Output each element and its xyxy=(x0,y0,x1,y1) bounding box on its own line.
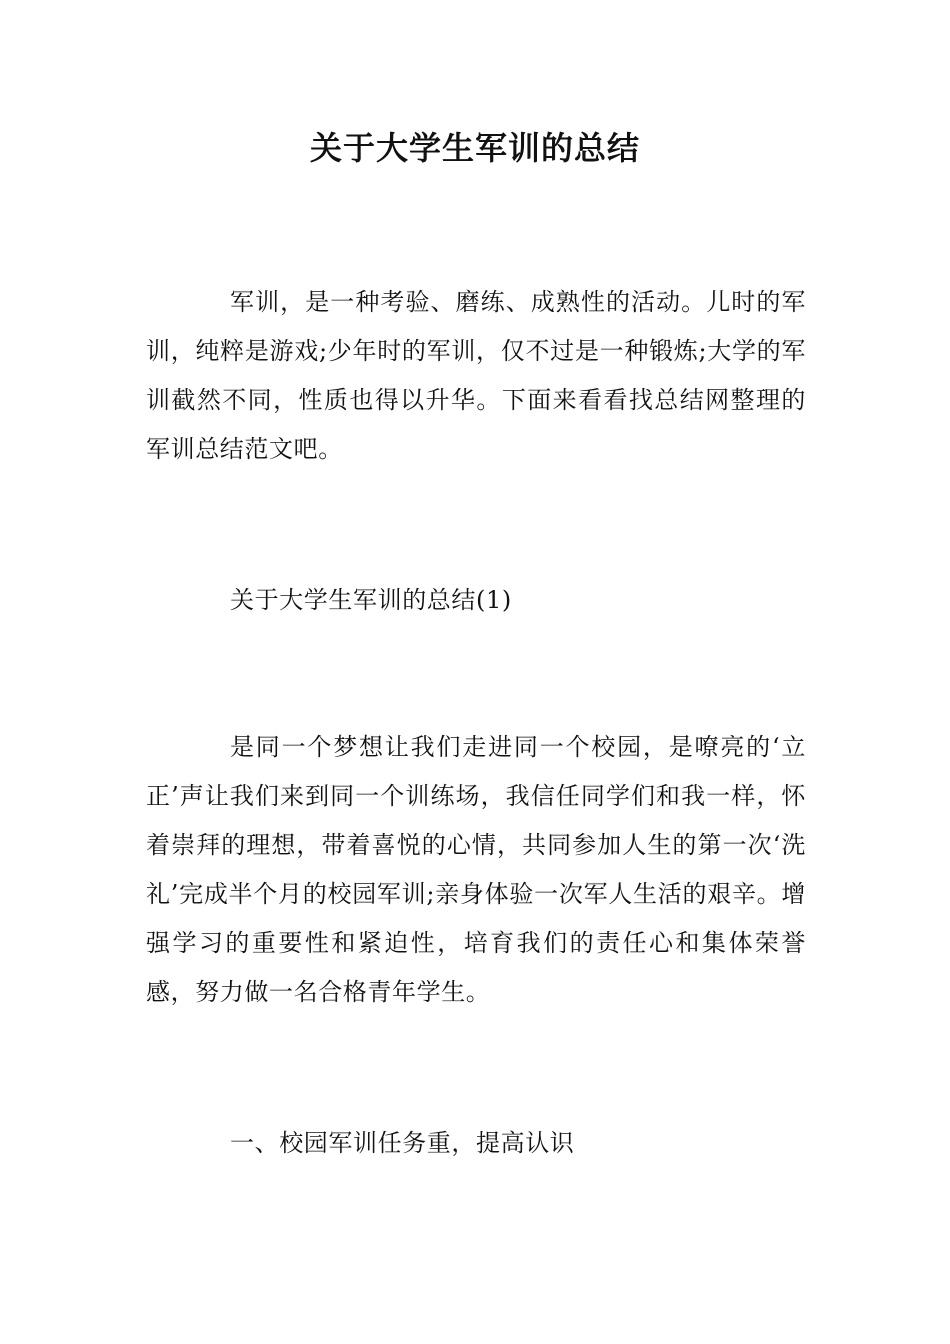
intro-paragraph: 军训，是一种考验、磨练、成熟性的活动。儿时的军训，纯粹是游戏;少年时的军训，仅不过是一种锻炼;大学的军训截然不同，性质也得以升华。下面来看看找总结网整理的军训总结范文吧。 xyxy=(146,288,806,463)
section-heading: 一、校园军训任务重，提高认识 xyxy=(230,1129,575,1157)
body-paragraph: 是同一个梦想让我们走进同一个校园，是嘹亮的‘立正’声让我们来到同一个训练场，我信任同学们和我一样，怀着崇拜的理想，带着喜悦的心情，共同参加人生的第一次‘洗礼’完成半个月的校园军训;亲身体验一次军人生活的艰辛。增强学习的重要性和紧迫性，培育我们的责任心和集体荣誉感，努力做一名合格青年学生。 xyxy=(146,733,806,1006)
document-title: 关于大学生军训的总结 xyxy=(309,129,640,167)
subtitle-paragraph: 关于大学生军训的总结(1) xyxy=(230,586,512,614)
